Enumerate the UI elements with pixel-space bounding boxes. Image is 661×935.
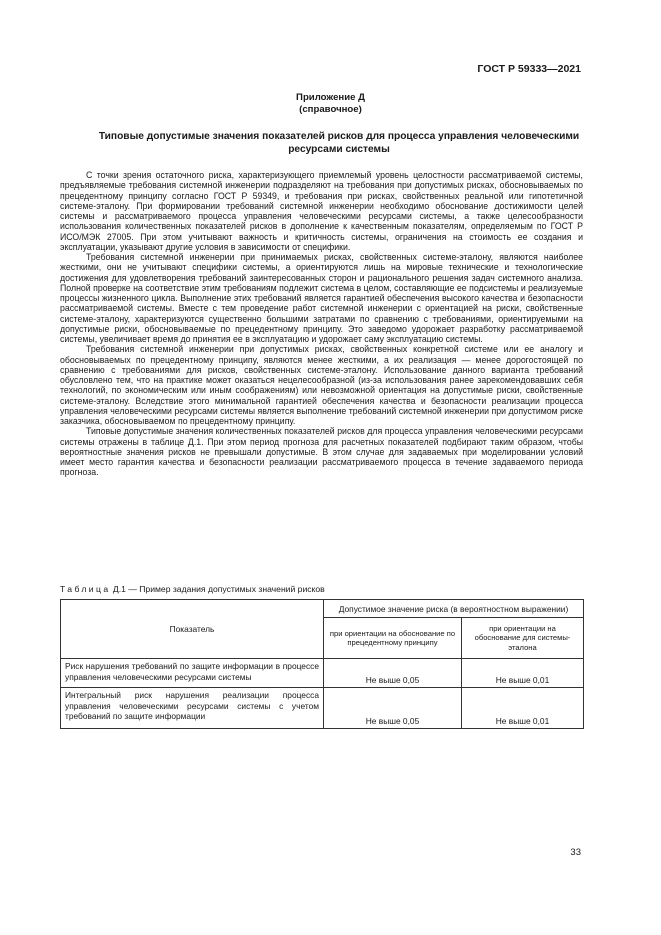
appendix-heading	[0, 92, 661, 116]
paragraph: Требования системной инженерии при принимаемых рисках, свойственных системе-эталону, являются наиболее жесткими, они не учитывают специфики системы, а ориентируются лишь на мировые технические и технологические достижения для удовлетворения требований заинтересованных сторон и рационального решения задач системного анализа. Полной проверке на соответствие этим требованиям подлежит система в целом, составляющие ее подсистемы и реализуемые процессы жизненного цикла. Выполнение этих требований является гарантией обеспечения высокого качества и безопасности рассматриваемой системы. Вместе с тем проведение работ системной инженерии с ориентацией на риски, свойственные системе-эталону, характеризуются существенно большими затратами по сравнению с требованиями, ориентируемыми на допустимые риски, обосновываемые по прецедентному принципу. Это заведомо удорожает разработку рассматриваемой системы, увеличивает время до принятия ее в эксплуатацию и удорожает саму эксплуатацию системы.	[60, 252, 583, 344]
appendix-label: Приложение Д	[296, 92, 365, 103]
table-row	[61, 688, 584, 729]
risk-table	[60, 599, 584, 729]
table-caption-word: Таблица	[60, 584, 111, 594]
table-caption	[60, 584, 325, 594]
table-caption-text: Д.1 — Пример задания допустимых значений рисков	[110, 584, 325, 594]
header-parameter: Показатель	[61, 600, 324, 659]
cell-parameter: Интегральный риск нарушения реализации процесса управления человеческими ресурсами системы с учетом требований по защите информации	[61, 688, 324, 729]
cell-precedent-value: Не выше 0,05	[324, 659, 462, 688]
paragraph: Типовые допустимые значения количественных показателей рисков для процесса управления человеческими ресурсами системы отражены в таблице Д.1. При этом период прогноза для расчетных показателей подбирают таким образом, чтобы вероятностные значения рисков не превышали допустимые. В этом случае для задаваемых при моделировании условий имеет место гарантия качества и безопасности реализации рассматриваемого процесса в течение задаваемого периода прогноза.	[60, 426, 583, 478]
cell-reference-value: Не выше 0,01	[461, 688, 583, 729]
page-number: 33	[570, 847, 581, 858]
header-allowed-value: Допустимое значение риска (в вероятностном выражении)	[324, 600, 584, 618]
cell-precedent-value: Не выше 0,05	[324, 688, 462, 729]
cell-parameter: Риск нарушения требований по защите информации в процессе управления человеческими ресурсами системы	[61, 659, 324, 688]
body-text	[60, 170, 583, 478]
cell-reference-value: Не выше 0,01	[461, 659, 583, 688]
paragraph: С точки зрения остаточного риска, характеризующего приемлемый уровень целостности рассматриваемой системы, предъявляемые требования системной инженерии подразделяют на требования при допустимых рисках, обосновываемых по прецедентному принципу согласно ГОСТ Р 59349, и требования при рисках, свойственных реальной или гипотетичной системе-эталону. При формировании требований системной инженерии необходимо обоснование достижимости целей системы и рассматриваемого процесса управления человеческими ресурсами системы, а также целесообразности использования количественных показателей рисков в дополнение к качественным показателям, определяемым по ГОСТ Р ИСО/МЭК 27005. При этом учитывают важность и критичность системы, ограничения на стоимость ее создания и эксплуатации, указывают другие условия в зависимости от специфики.	[60, 170, 583, 252]
table-row	[61, 659, 584, 688]
section-title: Типовые допустимые значения показателей рисков для процесса управления человеческими ресурсами системы	[98, 131, 580, 155]
header-reference: при ориентации на обоснование для системы-эталона	[461, 618, 583, 659]
paragraph: Требования системной инженерии при допустимых рисках, свойственных конкретной системе или ее аналогу и обосновываемых по прецедентному принципу, являются менее жесткими, а их реализация — менее дорогостоящей по сравнению с требованиями для рисков, свойственных системе-эталону. Использование данного варианта требований обусловлено тем, что на практике может оказаться нецелесообразной (из-за использования ранее зарекомендовавших себя технологий, по экономическим или иным соображениям) или невозможной ориентация на допустимые риски, свойственные системе-эталону. Вследствие этого минимальной гарантией обеспечения качества и безопасности реализации процесса управления человеческими ресурсами системы является выполнение требований системной инженерии при допустимом риске заказчика, обосновываемом по прецедентному принципу.	[60, 344, 583, 426]
table-header-row	[61, 600, 584, 618]
header-precedent: при ориентации на обоснование по прецедентному принципу	[324, 618, 462, 659]
standard-header: ГОСТ Р 59333—2021	[477, 63, 581, 75]
appendix-note: (справочное)	[299, 104, 362, 115]
